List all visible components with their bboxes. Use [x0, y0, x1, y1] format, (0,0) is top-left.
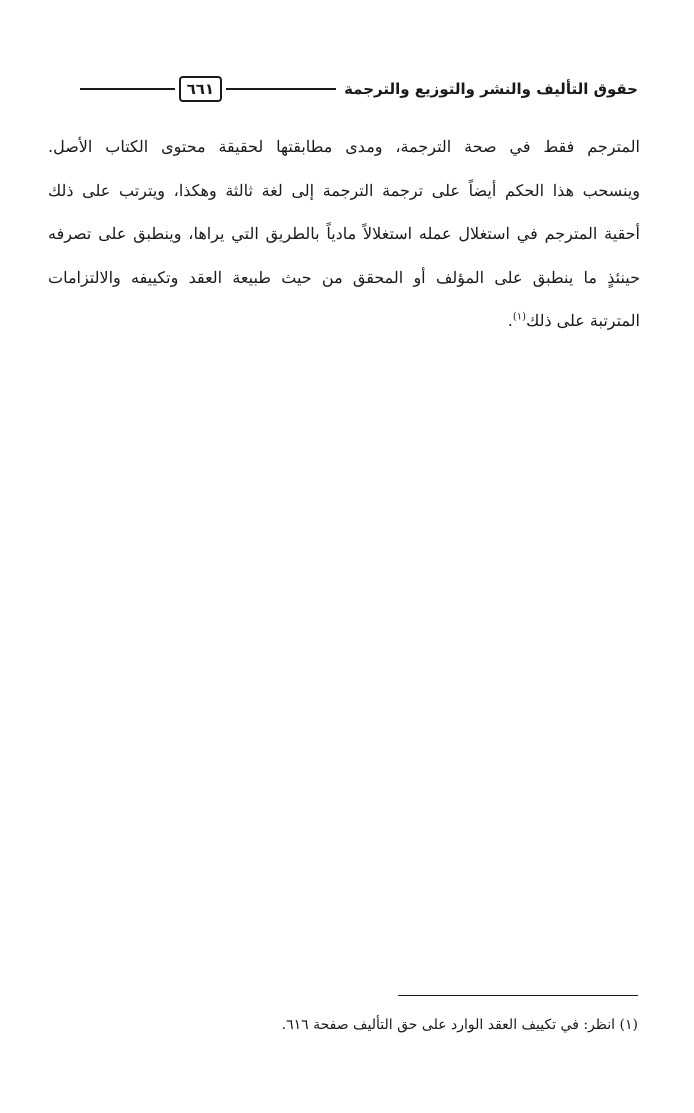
final-punctuation: . — [507, 311, 513, 330]
body-line-5-text: المترتبة على ذلك — [526, 311, 640, 330]
footnote: (١) انظر: في تكييف العقد الوارد على حق التأليف صفحة ٦١٦. — [281, 1017, 638, 1033]
header-rule-end — [80, 88, 175, 90]
running-header — [50, 72, 638, 106]
body-line-1: المترجم فقط في صحة الترجمة، ومدى مطابقتها لحقيقة محتوى الكتاب الأصل. — [48, 137, 640, 156]
body-line-5 — [48, 299, 640, 343]
footnote-separator — [398, 995, 638, 996]
body-line-2: وينسحب هذا الحكم أيضاً على ترجمة الترجمة إلى لغة ثالثة وهكذا، ويترتب على ذلك — [48, 180, 640, 200]
body-line-4: حينئذٍ ما ينطبق على المؤلف أو المحقق من حيث طبيعة العقد وتكييفه والالتزامات — [48, 267, 640, 287]
footnote-reference[interactable]: (١) — [512, 311, 527, 323]
page-number: ٦٦١ — [179, 76, 222, 102]
header-title: حقوق التأليف والنشر والتوزيع والترجمة — [344, 80, 638, 98]
header-rule — [226, 88, 336, 90]
body-line-3: أحقية المترجم في استغلال عمله استغلالاً مادياً بالطريق التي يراها، وينطبق على تصرفه — [48, 224, 640, 243]
body-paragraph — [48, 125, 640, 343]
